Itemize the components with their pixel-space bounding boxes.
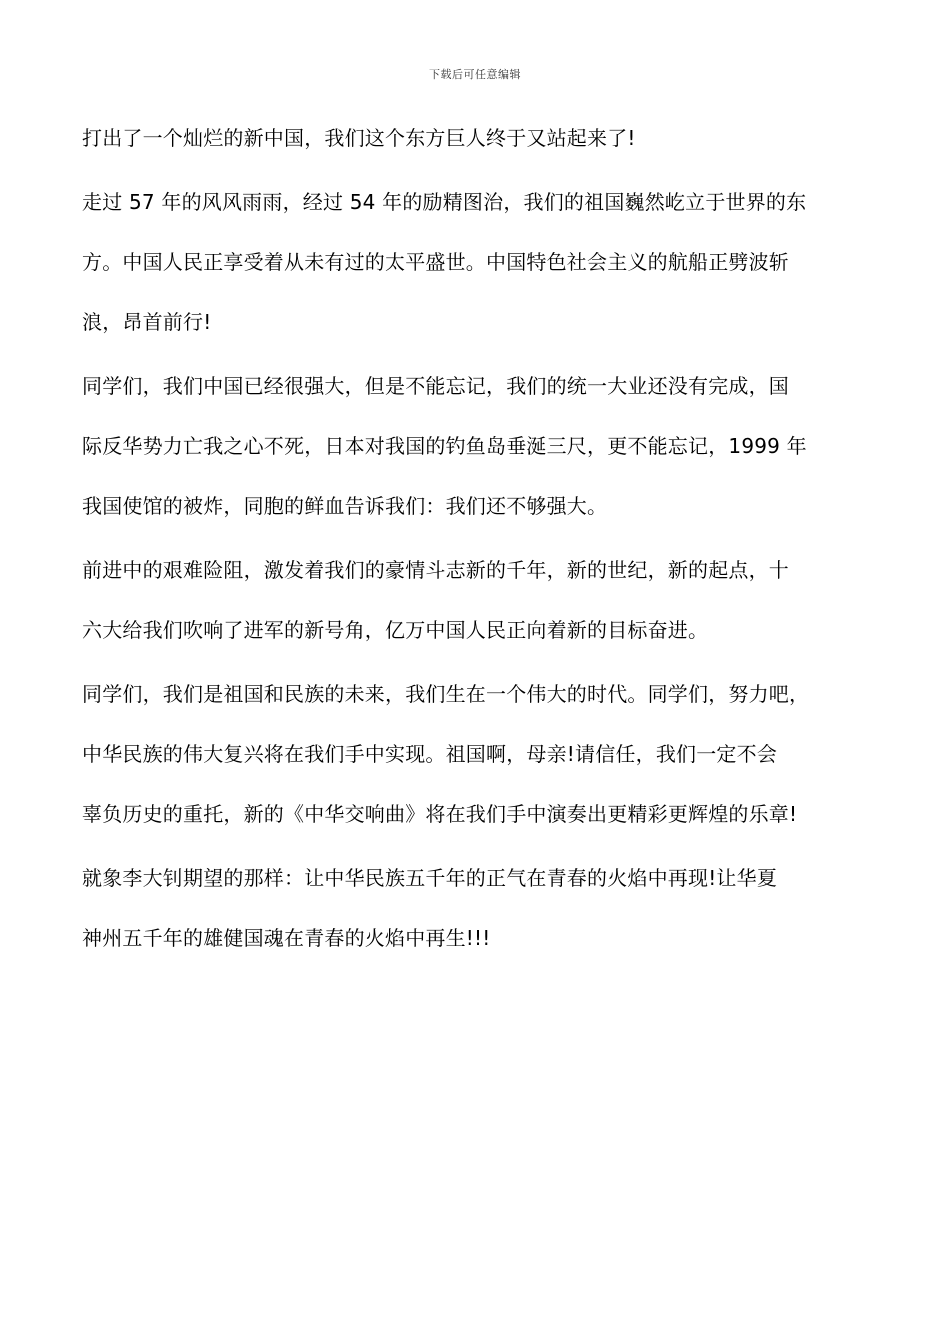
paragraph	[82, 178, 882, 358]
text-line: 辜负历史的重托，新的《中华交响曲》将在我们手中演奏出更精彩更辉煌的乐章!	[82, 802, 798, 826]
text-line: 六大给我们吹响了进军的新号角，亿万中国人民正向着新的目标奋进。	[82, 618, 709, 642]
paragraph	[82, 854, 882, 974]
text-line: 神州五千年的雄健国魂在青春的火焰中再生!!!	[82, 926, 491, 950]
page-header: 下载后可任意编辑	[429, 68, 521, 81]
text-line: 同学们，我们中国已经很强大，但是不能忘记，我们的统一大业还没有完成，国	[82, 374, 789, 398]
text-line: 打出了一个灿烂的新中国，我们这个东方巨人终于又站起来了!	[82, 126, 636, 150]
paragraph	[82, 546, 882, 666]
paragraph	[82, 362, 882, 542]
text-line: 际反华势力亡我之心不死，日本对我国的钓鱼岛垂涎三尺，更不能忘记，1999 年	[82, 434, 807, 458]
text-line: 就象李大钊期望的那样：让中华民族五千年的正气在青春的火焰中再现!让华夏	[82, 866, 778, 890]
text-line: 同学们，我们是祖国和民族的未来，我们生在一个伟大的时代。同学们，努力吧，	[82, 682, 810, 706]
paragraph	[82, 114, 882, 174]
text-line: 中华民族的伟大复兴将在我们手中实现。祖国啊，母亲!请信任，我们一定不会	[82, 742, 778, 766]
document-body	[82, 114, 882, 978]
text-line: 前进中的艰难险阻，激发着我们的豪情斗志新的千年，新的世纪，新的起点，十	[82, 558, 789, 582]
paragraph	[82, 670, 882, 850]
text-line: 我国使馆的被炸，同胞的鲜血告诉我们：我们还不够强大。	[82, 494, 608, 518]
text-line: 浪，昂首前行!	[82, 310, 212, 334]
text-line: 方。中国人民正享受着从未有过的太平盛世。中国特色社会主义的航船正劈波斩	[82, 250, 789, 274]
text-line: 走过 57 年的风风雨雨，经过 54 年的励精图治，我们的祖国巍然屹立于世界的东	[82, 190, 807, 214]
